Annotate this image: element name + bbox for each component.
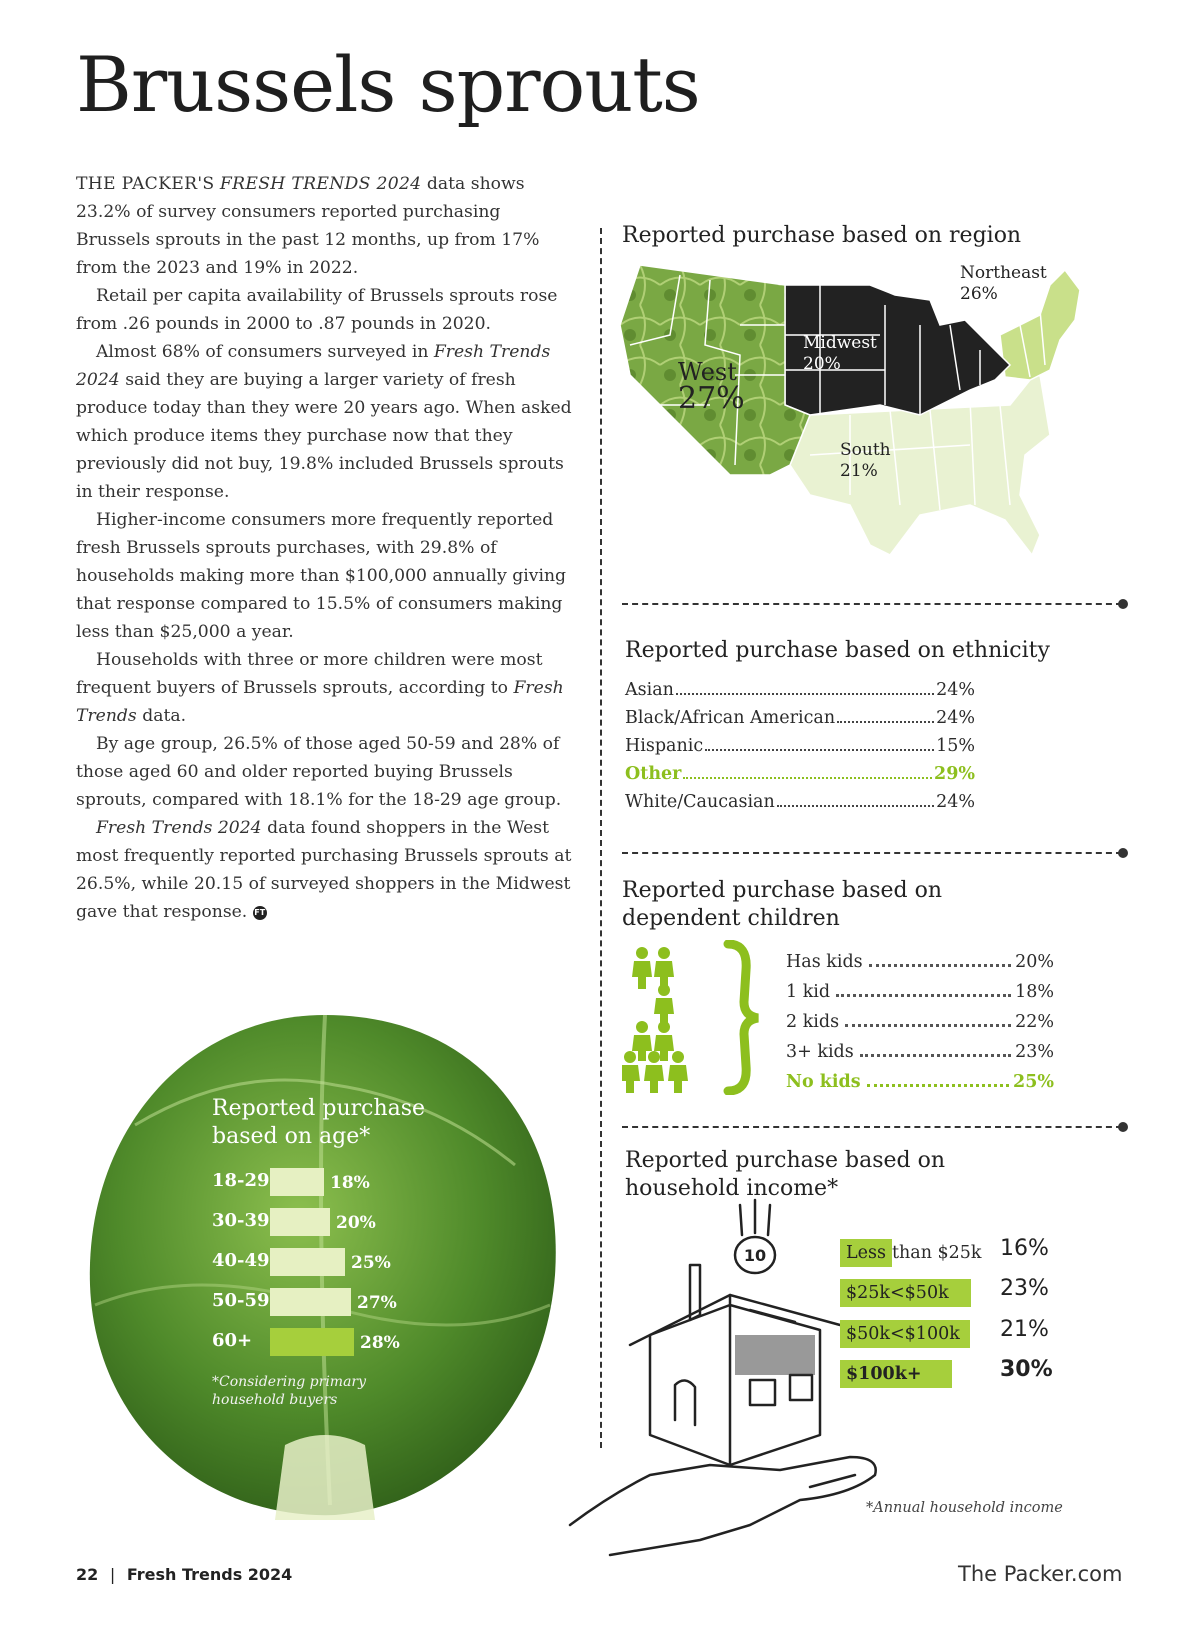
paragraph-1-text: data shows 23.2% of survey consumers reported purchasing Brussels sprouts in the past 12 months, up from 17% from the 2023 and 19% in 2022. <box>76 174 540 278</box>
section-divider-2 <box>622 852 1122 854</box>
value-northeast: 26% <box>960 284 998 304</box>
region-title: Reported purchase based on region <box>622 223 1022 248</box>
age-value-label: 18% <box>330 1173 370 1193</box>
paragraph-6: By age group, 26.5% of those aged 50-59 and 28% of those aged 60 and older reported buying Brussels sprouts, compared with 18.1% for the 18-29 age group. <box>76 734 562 810</box>
income-title-line2: household income* <box>625 1176 839 1201</box>
age-value-label: 28% <box>360 1333 400 1353</box>
income-title-line1: Reported purchase based on <box>625 1148 946 1173</box>
children-row-highlight: No kids 25% <box>786 1072 1054 1092</box>
income-footnote: *Annual household income <box>866 1500 1063 1516</box>
page-footer-left: 22 | Fresh Trends 2024 <box>76 1565 293 1584</box>
p3-italic: Fresh Trends 2024 <box>76 342 551 390</box>
children-row: 1 kid 18% <box>786 982 1054 1002</box>
ethnicity-list <box>625 680 975 820</box>
ethnicity-row-white: White/Caucasian 24% <box>625 792 975 812</box>
children-row: 3+ kids 23% <box>786 1042 1054 1062</box>
age-title-line2: based on age* <box>212 1124 371 1149</box>
p5-text-a: Households with three or more children were most frequent buyers of Brussels sprouts, according to <box>76 650 543 698</box>
age-bar <box>270 1328 354 1356</box>
age-value-label: 27% <box>357 1293 397 1313</box>
label-west: West <box>678 358 737 386</box>
ethnicity-row-hispanic: Hispanic 15% <box>625 736 975 756</box>
lead-caps: THE PACKER'S <box>76 174 215 194</box>
age-label: 30-39 <box>212 1210 270 1231</box>
age-bar <box>270 1168 324 1196</box>
age-footnote-line2: household buyers <box>212 1392 338 1408</box>
age-title <box>212 1095 425 1151</box>
p7-italic: Fresh Trends 2024 <box>96 818 262 838</box>
paragraph-3 <box>76 338 576 506</box>
value-midwest: 20% <box>803 354 841 374</box>
coin-label: 10 <box>743 1246 767 1265</box>
income-row-highlight: $100k+ <box>840 1357 952 1391</box>
children-people-icon <box>622 945 712 1095</box>
children-title-line1: Reported purchase based on <box>622 878 943 903</box>
article-body <box>76 170 576 926</box>
age-footnote-line1: *Considering primary <box>212 1374 367 1390</box>
end-mark-icon: FT <box>253 906 267 920</box>
children-row: Has kids 20% <box>786 952 1054 972</box>
age-label: 60+ <box>212 1330 253 1351</box>
age-value-label: 20% <box>336 1213 376 1233</box>
label-south: South <box>840 440 891 460</box>
income-value: 23% <box>1000 1276 1049 1301</box>
age-value-label: 25% <box>351 1253 391 1273</box>
income-row: $50k<$100k <box>840 1317 970 1351</box>
age-label: 18-29 <box>212 1170 270 1191</box>
curly-brace-icon <box>722 940 762 1095</box>
children-list <box>786 952 1054 1102</box>
age-bar <box>270 1288 351 1316</box>
income-value: 16% <box>1000 1236 1049 1261</box>
p3-text-a: Almost 68% of consumers surveyed in <box>96 342 434 362</box>
age-bar <box>270 1248 345 1276</box>
paragraph-7 <box>76 814 576 926</box>
p3-text-b: said they are buying a larger variety of fresh produce today than they were 20 years ago. When asked which produce items they purchase now that they previously did not buy, 19.8% included Brussels sprouts in their response. <box>76 370 572 502</box>
income-row: $25k<$50k <box>840 1276 971 1310</box>
label-northeast: Northeast <box>960 265 1047 283</box>
children-row: 2 kids 22% <box>786 1012 1054 1032</box>
p7-text: data found shoppers in the West most frequently reported purchasing Brussels sprouts at 26.5%, while 20.15 of surveyed shoppers in the Midwest gave that response. <box>76 818 572 922</box>
ethnicity-row-black: Black/African American 24% <box>625 708 975 728</box>
paragraph-2: Retail per capita availability of Brussels sprouts rose from .26 pounds in 2000 to .87 pounds in 2020. <box>76 286 558 334</box>
paragraph-4: Higher-income consumers more frequently reported fresh Brussels sprouts purchases, with 29.8% of households making more than $100,000 annually giving that response compared to 15.5% of consumers making less than $25,000 a year. <box>76 510 567 642</box>
age-label: 50-59 <box>212 1290 270 1311</box>
paragraph-5 <box>76 646 576 730</box>
ethnicity-title: Reported purchase based on ethnicity <box>625 638 1050 663</box>
income-value-highlight: 30% <box>1000 1357 1053 1382</box>
region-northeast <box>1000 270 1080 380</box>
age-footnote <box>212 1373 366 1409</box>
us-region-map <box>620 265 1120 575</box>
age-label: 40-49 <box>212 1250 270 1271</box>
page-title: Brussels sprouts <box>76 40 700 129</box>
publication-name: Fresh Trends 2024 <box>126 1565 293 1584</box>
paragraph-1 <box>76 170 576 282</box>
age-title-line1: Reported purchase <box>212 1096 426 1121</box>
children-title-line2: dependent children <box>622 906 840 931</box>
value-west: 27% <box>678 381 745 416</box>
label-midwest: Midwest <box>803 333 877 353</box>
income-row: Less than $25k <box>840 1236 982 1270</box>
value-south: 21% <box>840 461 878 481</box>
lead-italic: FRESH TRENDS 2024 <box>219 174 422 194</box>
page-number: 22 <box>76 1565 99 1584</box>
p5-italic: Fresh Trends <box>76 678 564 726</box>
children-title <box>622 877 942 933</box>
person-icon <box>632 947 652 989</box>
income-value: 21% <box>1000 1317 1049 1342</box>
section-divider-1 <box>622 603 1122 605</box>
site-name: The Packer.com <box>958 1562 1123 1586</box>
ethnicity-row-other: Other 29% <box>625 764 975 784</box>
section-divider-3 <box>622 1126 1122 1128</box>
p5-text-b: data. <box>136 706 187 726</box>
ethnicity-row-asian: Asian 24% <box>625 680 975 700</box>
age-bar <box>270 1208 330 1236</box>
